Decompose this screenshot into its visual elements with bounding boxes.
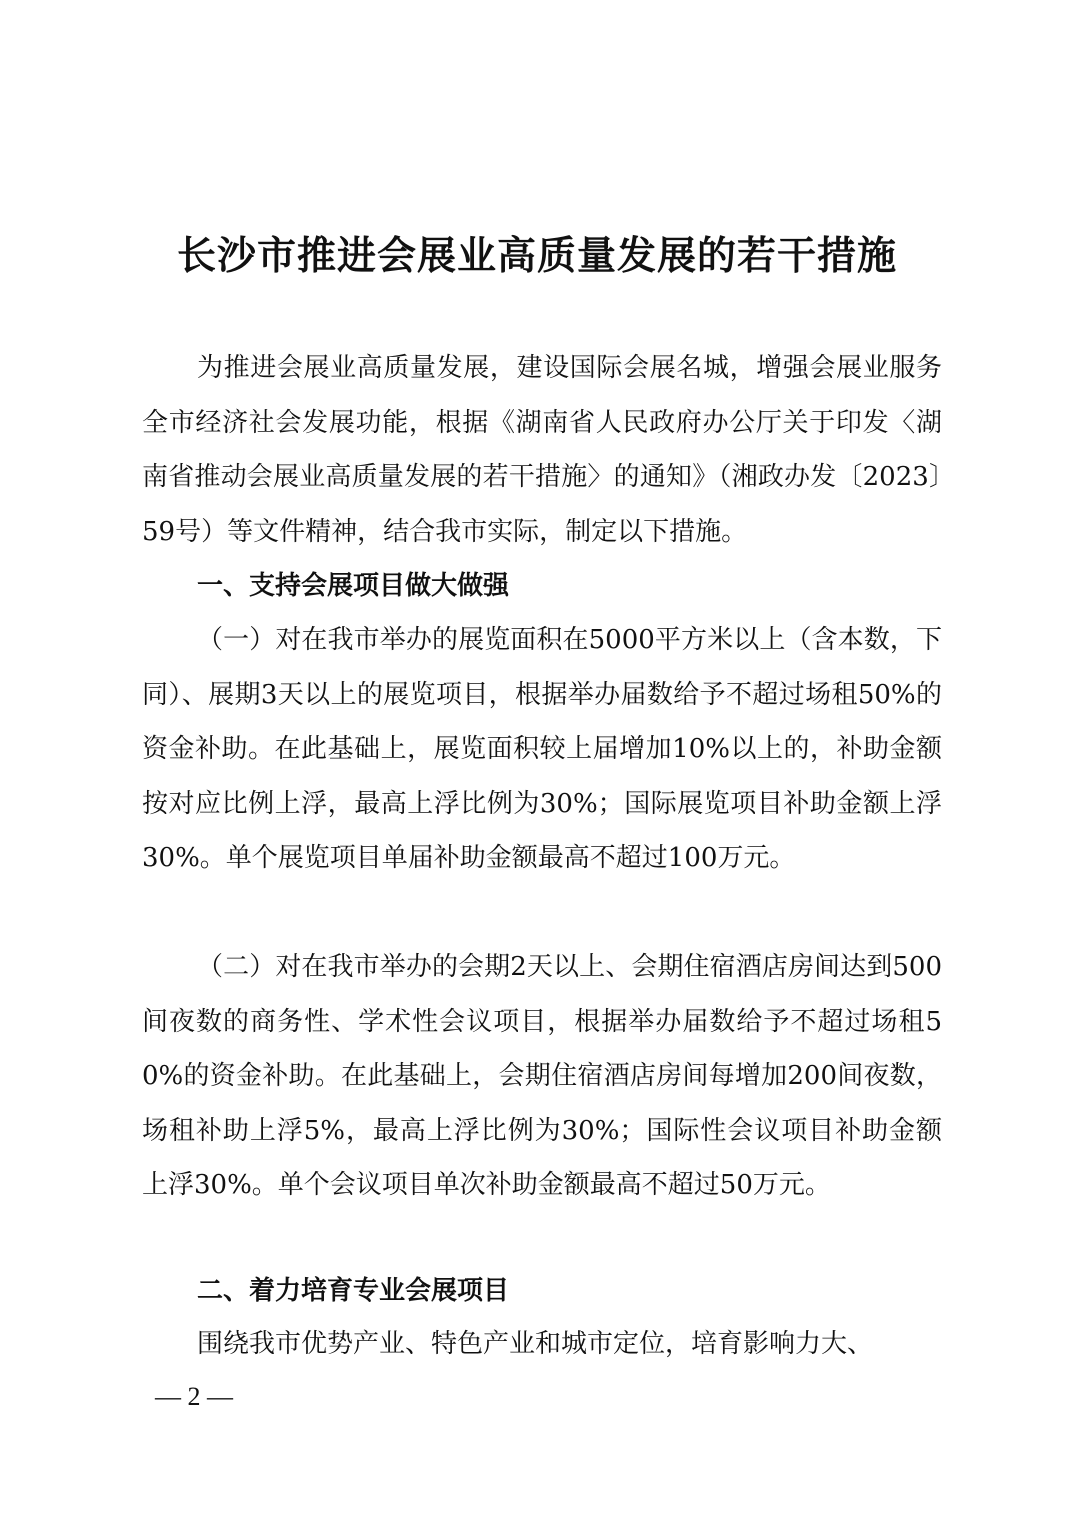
document-title: 长沙市推进会展业高质量发展的若干措施 xyxy=(176,233,897,279)
section-1-clause-1 xyxy=(142,613,942,886)
section-1-paragraph-2: （二）对在我市举办的会期2天以上、会期住宿酒店房间达到500间夜数的商务性、学术性会议项目，根据举办届数给予不超过场租50%的资金补助。在此基础上，会期住宿酒店房间每增加200间夜数，场租补助上浮5%，最高上浮比例为30%；国际性会议项目补助金额上浮30%。单个会议项目单次补助金额最高不超过50万元。 xyxy=(142,952,942,1200)
intro-block xyxy=(142,341,942,559)
section-1-clause-2 xyxy=(142,940,942,1213)
section-1-heading: 一、支持会展项目做大做强 xyxy=(197,571,510,601)
section-1-paragraph-1: （一）对在我市举办的展览面积在5000平方米以上（含本数，下同）、展期3天以上的展览项目，根据举办届数给予不超过场租50%的资金补助。在此基础上，展览面积较上届增加10%以上的，补助金额按对应比例上浮，最高上浮比例为30%；国际展览项目补助金额上浮30%。单个展览项目单届补助金额最高不超过100万元。 xyxy=(142,625,942,873)
page-number: — 2 — xyxy=(155,1382,233,1411)
intro-paragraph: 为推进会展业高质量发展，建设国际会展名城，增强会展业服务全市经济社会发展功能，根据《湖南省人民政府办公厅关于印发〈湖南省推动会展业高质量发展的若干措施〉的通知》（湘政办发〔2023〕59号）等文件精神，结合我市实际，制定以下措施。 xyxy=(142,353,942,547)
section-2-paragraph-1: 围绕我市优势产业、特色产业和城市定位，培育影响力大、 xyxy=(197,1329,874,1359)
section-2 xyxy=(142,1264,942,1319)
section-2-body xyxy=(142,1317,942,1372)
section-2-heading: 二、着力培育专业会展项目 xyxy=(197,1276,510,1306)
section-1 xyxy=(142,559,942,614)
